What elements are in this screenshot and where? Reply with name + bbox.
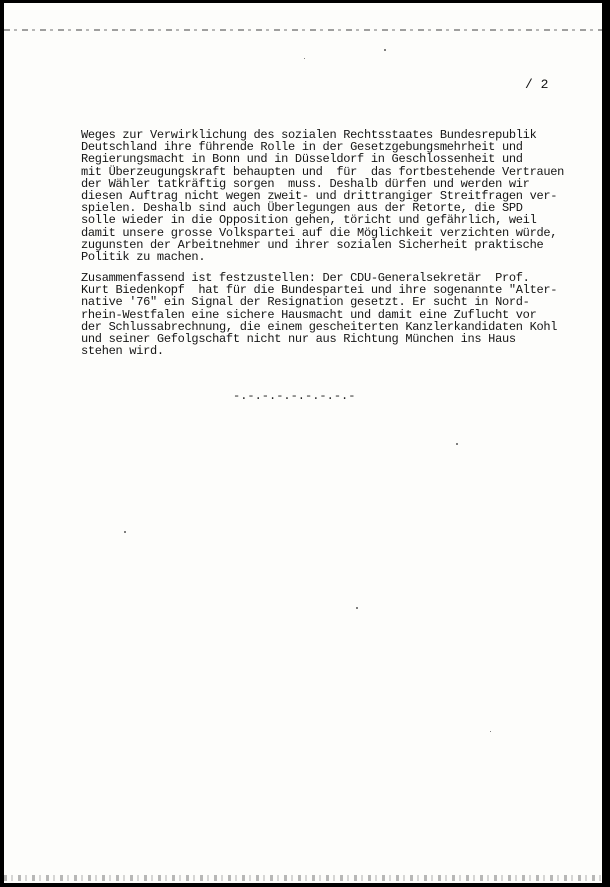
text-line: diesen Auftrag nicht wegen zweit- und drittrangiger Streitfragen ver-: [81, 189, 558, 204]
text-line: rhein-Westfalen eine sichere Hausmacht und damit eine Zuflucht vor: [81, 307, 537, 322]
paragraph-2: [81, 272, 557, 357]
page-number: / 2: [525, 77, 549, 92]
text-line: Kurt Biedenkopf hat für die Bundespartei und ihre sogenannte "Alter-: [81, 283, 558, 298]
text-line: Politik zu machen.: [81, 250, 206, 265]
paragraph-1: [81, 129, 564, 263]
scan-speck: [304, 58, 305, 59]
text-line: Weges zur Verwirklichung des sozialen Rechtsstaates Bundesrepublik: [81, 128, 537, 142]
scan-edge-top: [4, 29, 602, 31]
text-line: und seiner Gefolgschaft nicht nur aus Richtung München ins Haus: [81, 332, 516, 347]
text-line: spielen. Deshalb sind auch Überlegungen aus der Retorte, die SPD: [81, 201, 523, 216]
text-line: stehen wird.: [81, 344, 164, 359]
scan-speck: [356, 607, 358, 609]
text-line: zugunsten der Arbeitnehmer und ihrer sozialen Sicherheit praktische: [81, 237, 544, 252]
text-line: damit unsere grosse Volkspartei auf die Möglichkeit verzichten würde,: [81, 225, 558, 240]
text-line: solle wieder in die Opposition gehen, töricht und gefährlich, weil: [81, 213, 537, 228]
document-page: [4, 3, 602, 883]
scan-speck: [490, 731, 491, 732]
text-line: Regierungsmacht in Bonn und in Düsseldorf in Geschlossenheit und: [81, 152, 523, 167]
end-divider: -.-.-.-.-.-.-.-.-: [233, 389, 356, 403]
scan-speck: [124, 531, 126, 533]
text-line: Deutschland ihre führende Rolle in der Gesetzgebungsmehrheit und: [81, 140, 523, 155]
scan-speck: [384, 49, 386, 51]
text-line: der Wähler tatkräftig sorgen muss. Deshalb dürfen und werden wir: [81, 176, 530, 191]
scan-edge-bottom: [4, 875, 602, 881]
scan-speck: [456, 443, 458, 445]
text-line: Zusammenfassend ist festzustellen: Der CDU-Generalsekretär Prof.: [81, 271, 530, 285]
text-line: mit Überzeugungskraft behaupten und für das fortbestehende Vertrauen: [81, 164, 565, 179]
text-line: native '76" ein Signal der Resignation gesetzt. Er sucht in Nord-: [81, 295, 530, 310]
text-line: der Schlussabrechnung, die einem gescheiterten Kanzlerkandidaten Kohl: [81, 319, 558, 334]
